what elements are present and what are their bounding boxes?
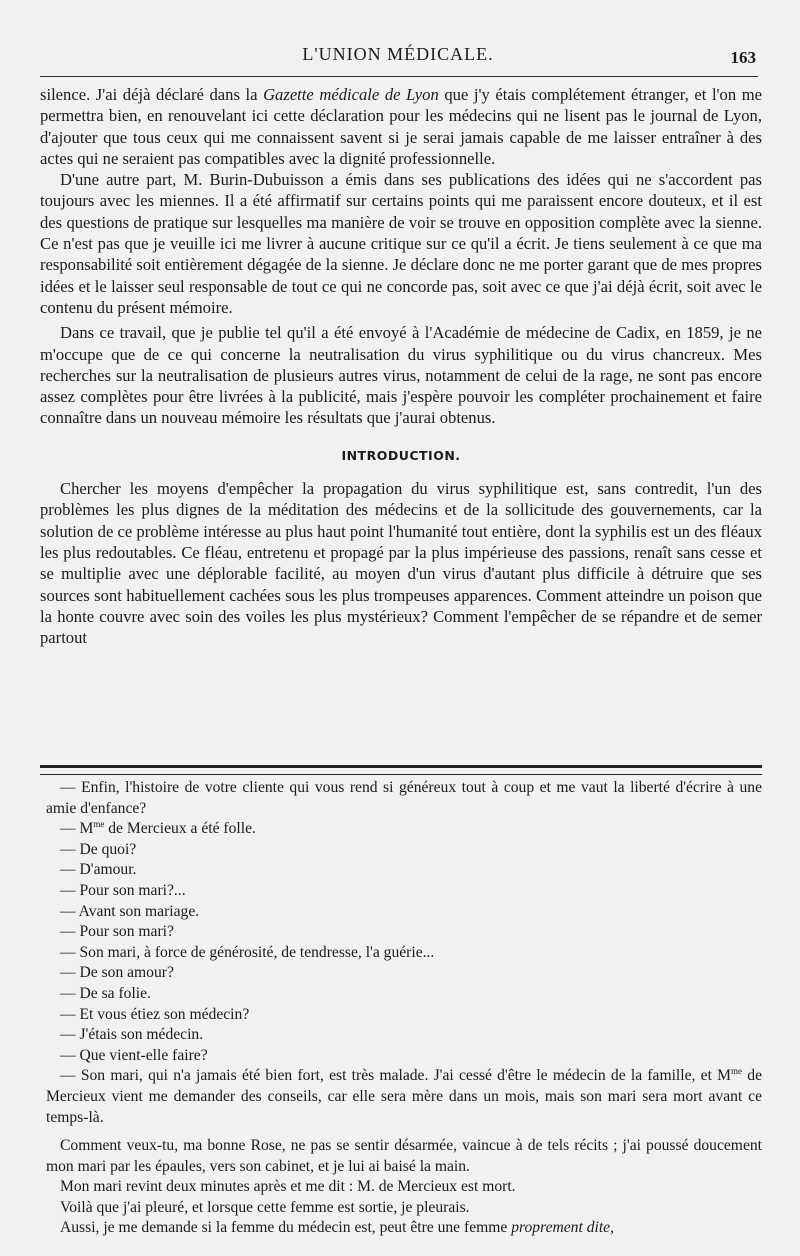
dialogue-line: — Et vous étiez son médecin? (60, 1005, 250, 1023)
paragraph-1-rest: que j'y étais complétement étranger, et l'on me permettra bien, en renouvelant ici cette déclaration pour les médecins qui ne lisent pas le journal de Lyon, d'ajouter que tous ceux qui me connaissent savent si je serai jamais capable de me laisser entraîner à des actes qui ne seraient pas compatibles avec la dignité professionnelle. (40, 85, 762, 168)
dialogue-line: — Avant son mariage. (60, 902, 200, 920)
closing-text: Aussi, je me demande si la femme du médecin est, peut être une femme (60, 1219, 512, 1237)
dialogue-line: — De quoi? (60, 840, 137, 858)
feuilleton-divider (40, 765, 762, 775)
dialogue-text: de Mercieux a été folle. (104, 820, 256, 838)
closing-paragraph: Comment veux-tu, ma bonne Rose, ne pas se sentir désarmée, vaincue à de tels récits ; j'ai poussé doucement mon mari par les épaules, vers son cabinet, et je lui ai baisé la main. (46, 1137, 762, 1175)
closing-paragraph: Mon mari revint deux minutes après et me dit : M. de Mercieux est mort. (60, 1178, 516, 1196)
dialogue-line: — Pour son mari?... (60, 881, 186, 899)
dialogue-line: — J'étais son médecin. (60, 1026, 204, 1044)
dialogue-line: — Enfin, l'histoire de votre cliente qui vous rend si généreux tout à coup et me vaut la liberté d'écrire à une amie d'enfance? (46, 779, 762, 817)
closing-italic: proprement dite, (511, 1219, 614, 1237)
paragraph-1 (40, 84, 762, 169)
dialogue-line: — D'amour. (60, 861, 137, 879)
dialogue-line: — De sa folie. (60, 984, 151, 1002)
paragraph-4: Chercher les moyens d'empêcher la propagation du virus syphilitique est, sans contredit, l'un des problèmes les plus dignes de la méditation des médecins et de la sollicitude des gouvernements, car la solution de ce problème intéresse au plus haut point l'humanité tout entière, dont la syphilis est un des fléaux les plus redoutables. Ce fléau, entretenu et propagé par la plus impérieuse des passions, renaît sans cesse et se multiplie avec une déplorable facilité, au moyen d'un virus d'autant plus difficile à détruire que ses sources sont habituellement cachées sous les plus trompeuses apparences. Comment atteindre un poison que la honte couvre avec soin des voiles les plus mystérieux? Comment l'empêcher de se répandre et de semer partout (40, 479, 762, 648)
paragraph-2: D'une autre part, M. Burin-Dubuisson a émis dans ses publications des idées qui ne s'accordent pas toujours avec les miennes. Il a été affirmatif sur certains points qui me paraissent encore douteux, et il est des questions de pratique sur lesquelles ma manière de voir se trouve en opposition complète avec la sienne. Ce n'est pas que je veuille ici me livrer à aucune critique sur ce qu'il a écrit. Je tiens seulement à ce que ma responsabilité soit entièrement dégagée de la sienne. Je déclare donc ne me porter garant que de mes propres idées et le laisser seul responsable de tout ce qui ne concorde pas, soit avec ce que j'ai déjà écrit, soit avec le contenu du présent mémoire. (40, 170, 762, 317)
running-title: L'UNION MÉDICALE. (302, 44, 494, 64)
page-number: 163 (730, 48, 756, 67)
section-heading: INTRODUCTION. (341, 447, 461, 463)
header-rule (40, 76, 758, 77)
running-head (40, 44, 756, 74)
dialogue-text: de Mercieux vient me demander des conseils, car elle sera mère dans un mois, mais son mari sera mort avant ce temps-là. (46, 1067, 762, 1126)
dialogue-line: — Son mari, à force de générosité, de tendresse, l'a guérie... (60, 943, 435, 961)
closing-paragraph (46, 1218, 762, 1239)
dialogue-line (46, 1066, 762, 1128)
closing-paragraph: Voilà que j'ai pleuré, et lorsque cette femme est sortie, je pleurais. (60, 1198, 470, 1216)
feuilleton (46, 778, 762, 1239)
journal-title: Gazette médicale de Lyon (263, 85, 439, 104)
dialogue-text: — M (60, 820, 94, 838)
dialogue-line: — Que vient-elle faire? (60, 1046, 208, 1064)
dialogue-line (46, 819, 762, 840)
dialogue-line: — Pour son mari? (60, 923, 174, 941)
title-abbreviation: me (731, 1066, 743, 1077)
feuilleton-closing (46, 1136, 762, 1239)
paragraph-3: Dans ce travail, que je publie tel qu'il a été envoyé à l'Académie de médecine de Cadix, en 1859, je ne m'occupe que de ce qui concerne la neutralisation du virus syphilitique ou du virus chancreux. Mes recherches sur la neutralisation de plusieurs autres virus, notamment de celui de la rage, ne sont pas encore assez complètes pour être livrées à la publicité, mais j'espère pouvoir les compléter prochainement et faire connaître dans un nouveau mémoire les résultats que j'aurai obtenus. (40, 323, 762, 428)
paragraph-1-text: silence. J'ai déjà déclaré dans la (40, 85, 264, 104)
dialogue-line: — De son amour? (60, 964, 174, 982)
dialogue-text: — Son mari, qui n'a jamais été bien fort, est très malade. J'ai cessé d'être le médecin de la famille, et M (60, 1067, 732, 1085)
article-body (40, 84, 762, 648)
title-abbreviation: me (93, 819, 105, 830)
